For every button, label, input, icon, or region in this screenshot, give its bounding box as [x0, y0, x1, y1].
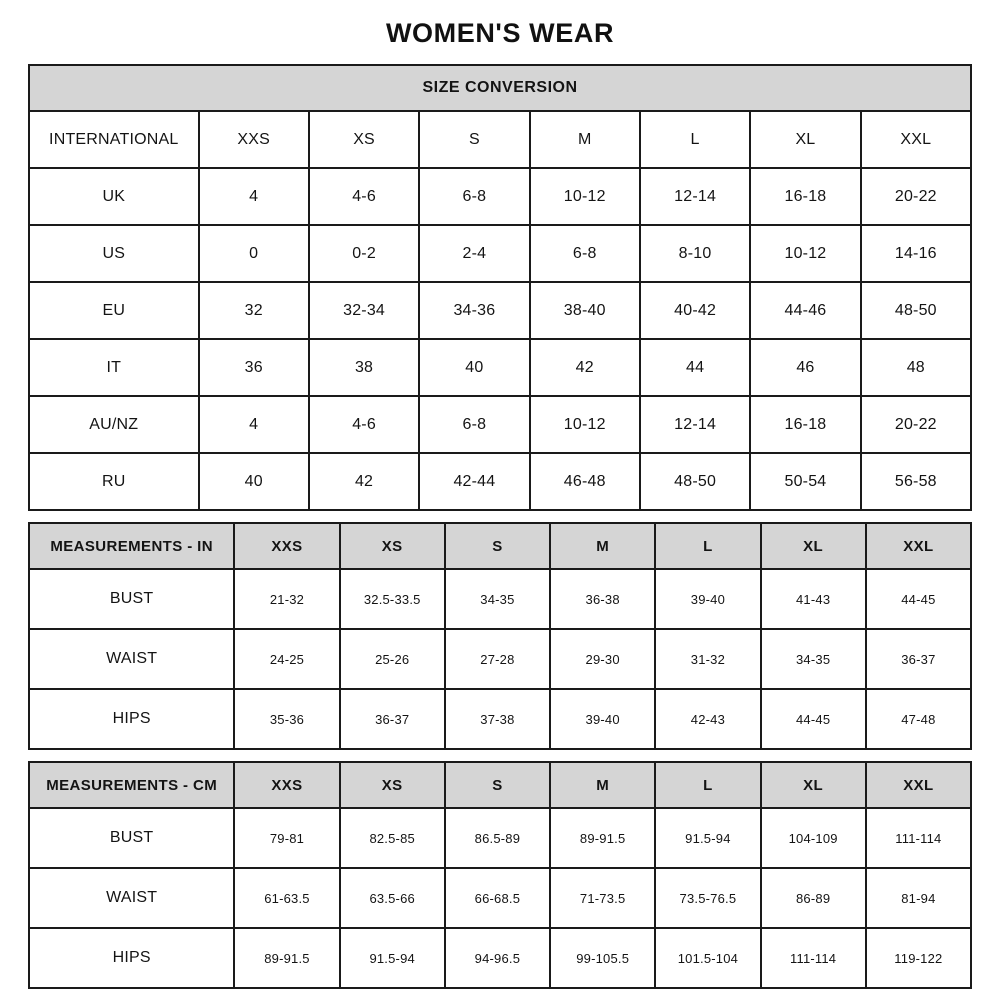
value-cell: 89-91.5 — [550, 808, 655, 868]
value-cell: 91.5-94 — [340, 928, 445, 988]
size-column-header: XXS — [234, 523, 339, 569]
row-label-header: MEASUREMENTS - IN — [29, 523, 234, 569]
value-cell: 48 — [861, 339, 971, 396]
value-cell: 2-4 — [419, 225, 529, 282]
value-cell: 36-37 — [866, 629, 971, 689]
size-column-header: XL — [761, 523, 866, 569]
value-cell: 79-81 — [234, 808, 339, 868]
value-cell: 12-14 — [640, 396, 750, 453]
row-label-header: INTERNATIONAL — [29, 111, 199, 168]
row-label: BUST — [29, 808, 234, 868]
row-label: US — [29, 225, 199, 282]
value-cell: 40-42 — [640, 282, 750, 339]
table-row — [29, 928, 971, 988]
value-cell: 47-48 — [866, 689, 971, 749]
size-column-header: XXS — [199, 111, 309, 168]
value-cell: 32-34 — [309, 282, 419, 339]
size-column-header: M — [530, 111, 640, 168]
value-cell: 46-48 — [530, 453, 640, 510]
value-cell: 34-35 — [445, 569, 550, 629]
row-label: EU — [29, 282, 199, 339]
row-label: AU/NZ — [29, 396, 199, 453]
value-cell: 119-122 — [866, 928, 971, 988]
table-row — [29, 225, 971, 282]
table-row — [29, 396, 971, 453]
value-cell: 73.5-76.5 — [655, 868, 760, 928]
value-cell: 86-89 — [761, 868, 866, 928]
value-cell: 25-26 — [340, 629, 445, 689]
row-label: WAIST — [29, 868, 234, 928]
size-column-header: XXL — [866, 523, 971, 569]
value-cell: 35-36 — [234, 689, 339, 749]
row-label: UK — [29, 168, 199, 225]
table-banner: SIZE CONVERSION — [29, 65, 971, 111]
row-label: WAIST — [29, 629, 234, 689]
size-column-header: S — [419, 111, 529, 168]
value-cell: 20-22 — [861, 168, 971, 225]
size-column-header: XL — [750, 111, 860, 168]
table-row — [29, 808, 971, 868]
value-cell: 111-114 — [761, 928, 866, 988]
value-cell: 36 — [199, 339, 309, 396]
value-cell: 42 — [530, 339, 640, 396]
value-cell: 16-18 — [750, 168, 860, 225]
value-cell: 29-30 — [550, 629, 655, 689]
value-cell: 4 — [199, 168, 309, 225]
table-banner-row — [29, 65, 971, 111]
value-cell: 48-50 — [861, 282, 971, 339]
value-cell: 44-45 — [866, 569, 971, 629]
value-cell: 61-63.5 — [234, 868, 339, 928]
size-column-header: L — [655, 523, 760, 569]
value-cell: 4-6 — [309, 396, 419, 453]
value-cell: 81-94 — [866, 868, 971, 928]
row-label: BUST — [29, 569, 234, 629]
size-column-header: L — [640, 111, 750, 168]
value-cell: 39-40 — [655, 569, 760, 629]
size-column-header: M — [550, 762, 655, 808]
value-cell: 82.5-85 — [340, 808, 445, 868]
row-label-header: MEASUREMENTS - CM — [29, 762, 234, 808]
table-row — [29, 453, 971, 510]
value-cell: 0-2 — [309, 225, 419, 282]
size-column-header: XS — [340, 762, 445, 808]
row-label: IT — [29, 339, 199, 396]
value-cell: 41-43 — [761, 569, 866, 629]
value-cell: 32 — [199, 282, 309, 339]
value-cell: 44-45 — [761, 689, 866, 749]
value-cell: 48-50 — [640, 453, 750, 510]
value-cell: 38 — [309, 339, 419, 396]
value-cell: 44-46 — [750, 282, 860, 339]
value-cell: 10-12 — [530, 168, 640, 225]
value-cell: 4 — [199, 396, 309, 453]
value-cell: 42 — [309, 453, 419, 510]
value-cell: 63.5-66 — [340, 868, 445, 928]
value-cell: 12-14 — [640, 168, 750, 225]
value-cell: 36-38 — [550, 569, 655, 629]
value-cell: 10-12 — [750, 225, 860, 282]
value-cell: 20-22 — [861, 396, 971, 453]
value-cell: 40 — [199, 453, 309, 510]
value-cell: 91.5-94 — [655, 808, 760, 868]
value-cell: 89-91.5 — [234, 928, 339, 988]
value-cell: 6-8 — [419, 396, 529, 453]
size-column-header: M — [550, 523, 655, 569]
value-cell: 10-12 — [530, 396, 640, 453]
value-cell: 56-58 — [861, 453, 971, 510]
table-row — [29, 339, 971, 396]
table-row — [29, 868, 971, 928]
size-column-header: XXL — [866, 762, 971, 808]
value-cell: 21-32 — [234, 569, 339, 629]
table-row — [29, 282, 971, 339]
value-cell: 14-16 — [861, 225, 971, 282]
size-conversion-table — [28, 64, 972, 511]
value-cell: 42-43 — [655, 689, 760, 749]
value-cell: 50-54 — [750, 453, 860, 510]
value-cell: 8-10 — [640, 225, 750, 282]
value-cell: 99-105.5 — [550, 928, 655, 988]
value-cell: 34-36 — [419, 282, 529, 339]
table-header-row — [29, 762, 971, 808]
row-label: HIPS — [29, 689, 234, 749]
row-label: HIPS — [29, 928, 234, 988]
size-column-header: XS — [340, 523, 445, 569]
value-cell: 46 — [750, 339, 860, 396]
value-cell: 24-25 — [234, 629, 339, 689]
size-column-header: XXS — [234, 762, 339, 808]
table-row — [29, 629, 971, 689]
value-cell: 32.5-33.5 — [340, 569, 445, 629]
size-column-header: L — [655, 762, 760, 808]
row-label: RU — [29, 453, 199, 510]
table-header-row — [29, 111, 971, 168]
size-column-header: XS — [309, 111, 419, 168]
measurements-in-table — [28, 522, 972, 750]
table-row — [29, 689, 971, 749]
measurements-cm-table — [28, 761, 972, 989]
table-row — [29, 168, 971, 225]
value-cell: 39-40 — [550, 689, 655, 749]
value-cell: 6-8 — [530, 225, 640, 282]
value-cell: 101.5-104 — [655, 928, 760, 988]
value-cell: 37-38 — [445, 689, 550, 749]
value-cell: 111-114 — [866, 808, 971, 868]
value-cell: 42-44 — [419, 453, 529, 510]
size-column-header: XXL — [861, 111, 971, 168]
table-header-row — [29, 523, 971, 569]
size-column-header: S — [445, 523, 550, 569]
value-cell: 44 — [640, 339, 750, 396]
page-title: WOMEN'S WEAR — [385, 18, 615, 48]
value-cell: 0 — [199, 225, 309, 282]
value-cell: 104-109 — [761, 808, 866, 868]
size-column-header: XL — [761, 762, 866, 808]
value-cell: 6-8 — [419, 168, 529, 225]
size-column-header: S — [445, 762, 550, 808]
value-cell: 27-28 — [445, 629, 550, 689]
value-cell: 36-37 — [340, 689, 445, 749]
value-cell: 34-35 — [761, 629, 866, 689]
value-cell: 38-40 — [530, 282, 640, 339]
value-cell: 66-68.5 — [445, 868, 550, 928]
value-cell: 94-96.5 — [445, 928, 550, 988]
table-row — [29, 569, 971, 629]
value-cell: 4-6 — [309, 168, 419, 225]
value-cell: 71-73.5 — [550, 868, 655, 928]
value-cell: 16-18 — [750, 396, 860, 453]
value-cell: 40 — [419, 339, 529, 396]
value-cell: 86.5-89 — [445, 808, 550, 868]
value-cell: 31-32 — [655, 629, 760, 689]
